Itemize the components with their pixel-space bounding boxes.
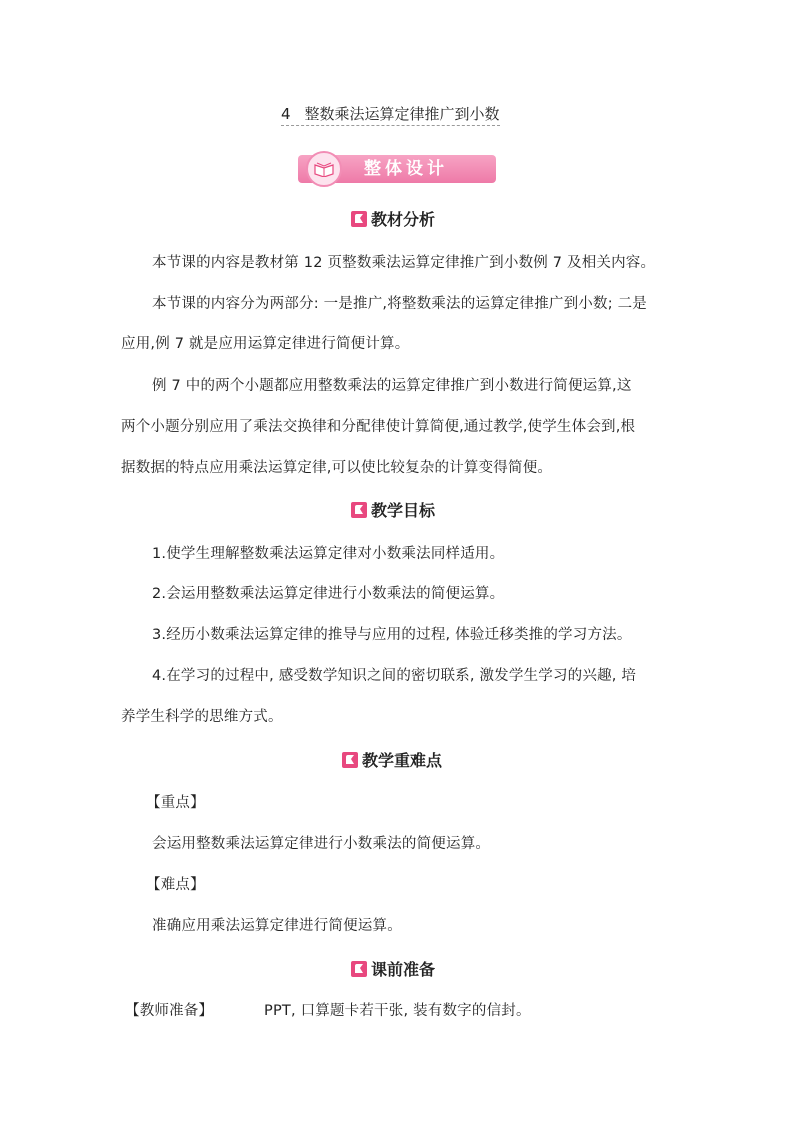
goal-3: 3.经历小数乘法运算定律的推导与应用的过程, 体验迁移类推的学习方法。 (152, 627, 632, 643)
section-heading-goals: 教学目标 (351, 500, 435, 522)
section-heading-analysis: 教材分析 (351, 209, 435, 231)
section-marker-icon (351, 502, 367, 518)
overall-design-banner (298, 155, 496, 183)
teacher-prep-label: 【教师准备】 (125, 1003, 214, 1019)
goal-2: 2.会运用整数乘法运算定律进行小数乘法的简便运算。 (152, 586, 505, 602)
section-marker-icon (351, 961, 367, 977)
section-marker-icon (351, 211, 367, 227)
goal-4-line-2: 养学生科学的思维方式。 (121, 709, 283, 725)
section-heading-prep: 课前准备 (351, 959, 435, 981)
document-title (281, 104, 500, 126)
difficult-point-label: 【难点】 (146, 877, 205, 893)
title-number: 4 (281, 105, 291, 123)
key-point-label: 【重点】 (146, 795, 205, 811)
goal-1: 1.使学生理解整数乘法运算定律对小数乘法同样适用。 (152, 546, 505, 562)
goal-4-line-1: 4.在学习的过程中, 感受数学知识之间的密切联系, 激发学生学习的兴趣, 培 (152, 668, 637, 684)
analysis-paragraph-2-line-1: 本节课的内容分为两部分: 一是推广,将整数乘法的运算定律推广到小数; 二是 (152, 296, 647, 312)
section-heading-keypoints: 教学重难点 (342, 750, 442, 772)
key-point-text: 会运用整数乘法运算定律进行小数乘法的简便运算。 (152, 836, 491, 852)
analysis-paragraph-3-line-3: 据数据的特点应用乘法运算定律,可以使比较复杂的计算变得简便。 (121, 460, 553, 476)
difficult-point-text: 准确应用乘法运算定律进行简便运算。 (152, 918, 402, 934)
analysis-paragraph-2-line-2: 应用,例 7 就是应用运算定律进行简便计算。 (121, 336, 410, 352)
analysis-paragraph-3-line-2: 两个小题分别应用了乘法交换律和分配律使计算简便,通过教学,使学生体会到,根 (121, 419, 636, 435)
title-text: 整数乘法运算定律推广到小数 (304, 105, 500, 123)
section-marker-icon (342, 752, 358, 768)
book-icon (306, 151, 342, 187)
teacher-prep-text: PPT, 口算题卡若干张, 装有数字的信封。 (264, 1003, 531, 1019)
analysis-paragraph-1: 本节课的内容是教材第 12 页整数乘法运算定律推广到小数例 7 及相关内容。 (152, 255, 656, 271)
banner-label: 整体设计 (364, 159, 448, 179)
analysis-paragraph-3-line-1: 例 7 中的两个小题都应用整数乘法的运算定律推广到小数进行简便运算,这 (152, 378, 632, 394)
